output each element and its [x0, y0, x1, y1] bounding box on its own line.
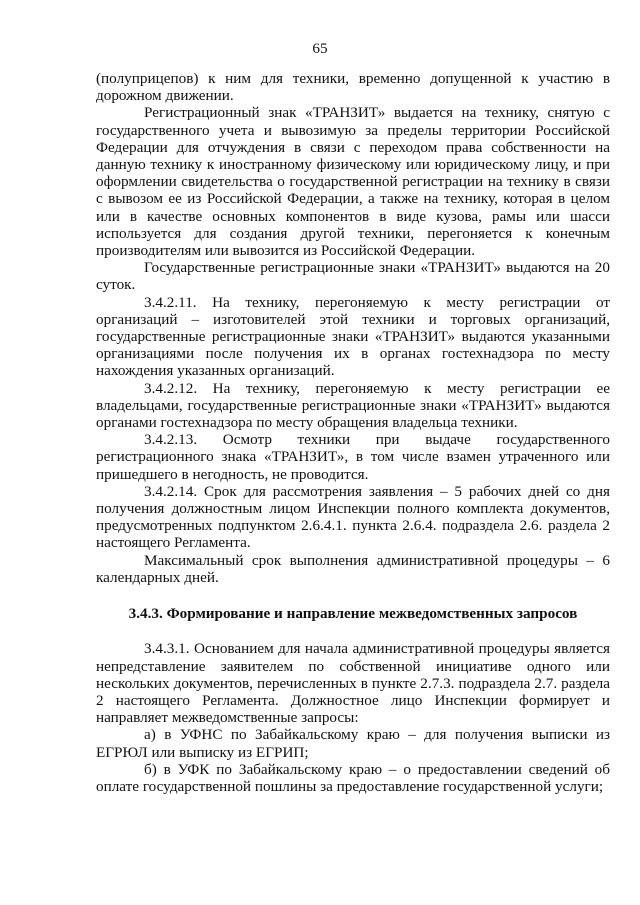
- paragraph: 3.4.2.12. На технику, перегоняемую к месту регистрации ее владельцами, государственные регистрационные знаки «ТРАНЗИТ» выдаются органами гостехнадзора по месту обращения владельца техники.: [96, 379, 610, 432]
- paragraph: 3.4.2.11. На технику, перегоняемую к месту регистрации от организаций – изготовителей этой техники и торговых организаций, государственные регистрационные знаки «ТРАНЗИТ» выдаются указанными организациями после получения их в органах гостехнадзора по месту нахождения указанных организаций.: [96, 293, 610, 380]
- page-number: 65: [312, 40, 328, 57]
- document-body: [96, 70, 610, 795]
- section-heading: 3.4.3. Формирование и направление межведомственных запросов: [128, 605, 578, 623]
- paragraph: Государственные регистрационные знаки «ТРАНЗИТ» выдаются на 20 суток.: [96, 259, 610, 294]
- paragraph: (полуприцепов) к ним для техники, временно допущенной к участию в дорожном движении.: [96, 70, 610, 105]
- paragraph: а) в УФНС по Забайкальскому краю – для получения выписки из ЕГРЮЛ или выписку из ЕГРИП;: [96, 726, 610, 761]
- paragraph: Регистрационный знак «ТРАНЗИТ» выдается на технику, снятую с государственного учета и вывозимую за пределы территории Российской Федерации для отчуждения в связи с переходом права собственности на данную технику к иностранному физическому или юридическому лицу, и при оформлении свидетельства о государственной регистрации на технику в связи с вывозом ее из Российской Федерации, а также на технику, которая в целом или в качестве основных компонентов в виде кузова, рамы или шасси используется для создания другой техники, перегоняется к конечным производителям или вывозится из Российской Федерации.: [96, 104, 610, 260]
- paragraph: б) в УФК по Забайкальскому краю – о предоставлении сведений об оплате государственной пошлины за предоставление государственной услуги;: [96, 760, 610, 795]
- paragraph: 3.4.2.14. Срок для рассмотрения заявления – 5 рабочих дней со дня получения должностным лицом Инспекции полного комплекта документов, предусмотренных подпунктом 2.6.4.1. пункта 2.6.4. подраздела 2.6. раздела 2 настоящего Регламента.: [96, 482, 610, 552]
- paragraph-group-before: [96, 70, 610, 586]
- paragraph: 3.4.3.1. Основанием для начала административной процедуры является непредставление заявителем по собственной инициативе одного или нескольких документов, перечисленных в пункте 2.7.3. подраздела 2.7. раздела 2 настоящего Регламента. Должностное лицо Инспекции формирует и направляет межведомственные запросы:: [96, 640, 610, 727]
- paragraph: 3.4.2.13. Осмотр техники при выдаче государственного регистрационного знака «ТРАНЗИТ», в том числе взамен утраченного или пришедшего в негодность, не проводится.: [96, 431, 610, 483]
- paragraph-group-after: [96, 640, 610, 795]
- paragraph: Максимальный срок выполнения административной процедуры – 6 календарных дней.: [96, 551, 610, 586]
